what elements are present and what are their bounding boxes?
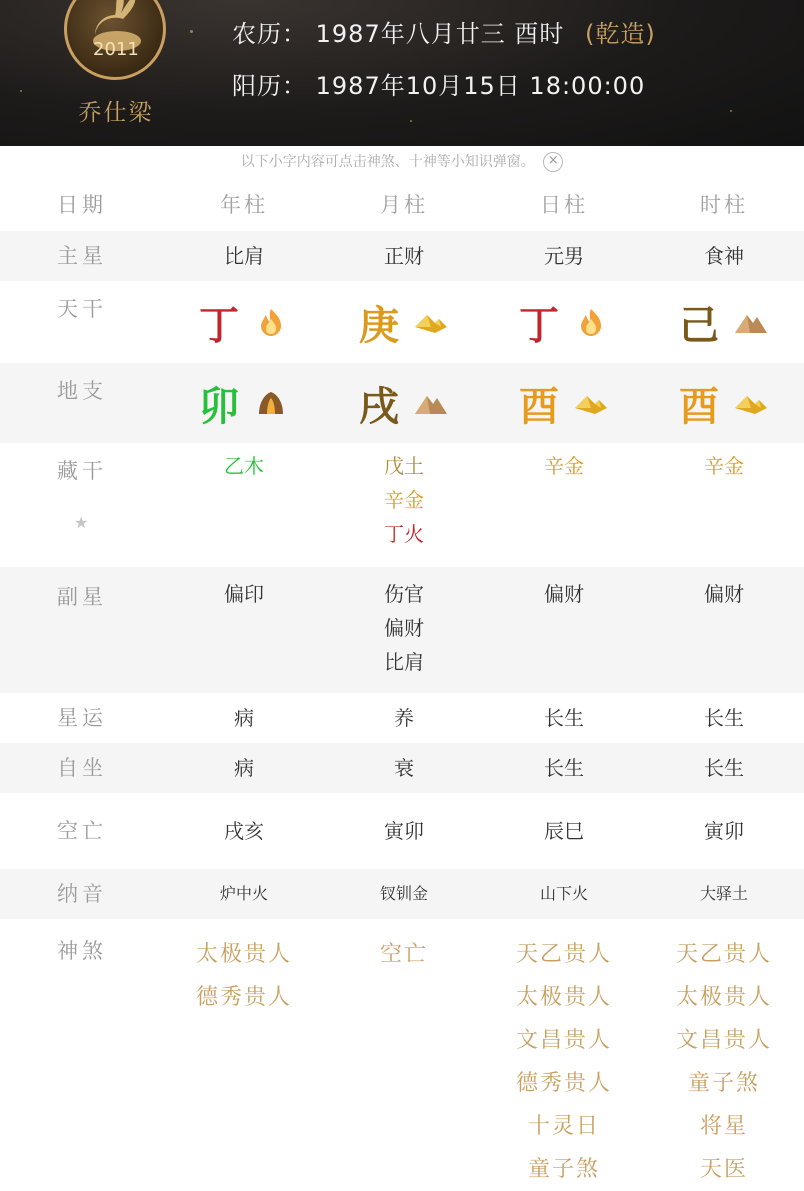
nayin-row (0, 869, 804, 919)
metal-icon (413, 307, 449, 337)
gender-tag: (乾造) (585, 20, 656, 48)
fuxing-item[interactable]: 偏财 (544, 582, 584, 606)
canggan-item[interactable]: 辛金 (544, 454, 584, 478)
canggan-item[interactable]: 戊土 (384, 454, 424, 478)
row-label: 纳音 (57, 882, 107, 906)
metal-icon (573, 388, 609, 418)
shensha-item[interactable]: 文昌贵人 (675, 1028, 772, 1053)
fire-icon (573, 307, 609, 337)
fuxing-cell[interactable] (484, 567, 644, 693)
wood-icon (253, 388, 289, 418)
xingyun-cell[interactable]: 养 (394, 706, 414, 730)
tip-notice (0, 148, 804, 176)
solar-value: 1987年10月15日 18:00:00 (315, 72, 646, 100)
shensha-item[interactable]: 童子煞 (527, 1157, 600, 1182)
nayin-cell[interactable]: 山下火 (539, 884, 588, 903)
pillar-char[interactable]: 酉 (519, 382, 559, 430)
header-hour-pillar: 时柱 (700, 193, 748, 217)
kongwang-cell[interactable]: 辰巳 (544, 819, 584, 843)
shensha-cell (324, 919, 484, 1187)
dizhi-cell[interactable] (324, 363, 484, 443)
metal-icon (733, 388, 769, 418)
canggan-cell[interactable] (324, 443, 484, 567)
pillar-char[interactable]: 酉 (679, 382, 719, 430)
kongwang-cell[interactable]: 戌亥 (224, 819, 264, 843)
shensha-item[interactable]: 天乙贵人 (675, 942, 772, 967)
xingyun-cell[interactable]: 病 (234, 706, 254, 730)
pillar-char[interactable]: 己 (679, 301, 719, 349)
nayin-cell[interactable]: 大驿土 (699, 884, 748, 903)
shensha-item[interactable]: 德秀贵人 (195, 985, 292, 1010)
fuxing-cell[interactable] (324, 567, 484, 693)
shensha-item[interactable]: 文昌贵人 (515, 1028, 612, 1053)
shensha-cell (644, 919, 804, 1187)
canggan-item[interactable]: 丁火 (384, 522, 424, 546)
canggan-item[interactable]: 辛金 (384, 488, 424, 512)
kongwang-row (0, 793, 804, 869)
fire-icon (253, 307, 289, 337)
row-label: 天干 (57, 297, 107, 321)
lunar-date-line (232, 14, 656, 49)
fuxing-item[interactable]: 偏财 (704, 582, 744, 606)
shensha-cell (484, 919, 644, 1187)
fuxing-cell[interactable] (644, 567, 804, 693)
dizhi-cell[interactable] (484, 363, 644, 443)
shensha-item[interactable]: 太极贵人 (675, 985, 772, 1010)
pillar-char[interactable]: 卯 (199, 382, 239, 430)
zizuo-row (0, 743, 804, 793)
row-label: 副星 (57, 585, 107, 609)
shensha-item[interactable]: 天医 (699, 1157, 748, 1182)
main-star-cell[interactable]: 元男 (544, 244, 584, 268)
lunar-label: 农历： (232, 20, 307, 48)
shensha-row (0, 919, 804, 1187)
dizhi-cell[interactable] (164, 363, 324, 443)
nayin-cell[interactable]: 炉中火 (219, 884, 268, 903)
zizuo-cell[interactable]: 长生 (704, 756, 744, 780)
xingyun-row (0, 693, 804, 743)
canggan-item[interactable]: 乙木 (224, 454, 264, 478)
canggan-cell[interactable] (644, 443, 804, 567)
header-year-pillar: 年柱 (220, 193, 268, 217)
kongwang-cell[interactable]: 寅卯 (704, 819, 744, 843)
shensha-item[interactable]: 十灵日 (527, 1114, 600, 1139)
fuxing-cell[interactable] (164, 567, 324, 693)
row-label: 星运 (57, 706, 107, 730)
zodiac-rabbit-avatar[interactable] (64, 0, 166, 80)
pillar-char[interactable]: 庚 (359, 301, 399, 349)
row-label: 藏干 (57, 459, 107, 483)
dizhi-row (0, 363, 804, 443)
pillar-char[interactable]: 丁 (519, 301, 559, 349)
fuxing-item[interactable]: 比肩 (384, 650, 424, 674)
zizuo-cell[interactable]: 衰 (394, 756, 414, 780)
canggan-row (0, 443, 804, 567)
xingyun-cell[interactable]: 长生 (544, 706, 584, 730)
kongwang-cell[interactable]: 寅卯 (384, 819, 424, 843)
shensha-item[interactable]: 德秀贵人 (515, 1071, 612, 1096)
canggan-cell[interactable] (164, 443, 324, 567)
tiangan-row (0, 281, 804, 363)
canggan-cell[interactable] (484, 443, 644, 567)
main-star-row (0, 231, 804, 281)
shensha-item[interactable]: 空亡 (379, 942, 428, 967)
dizhi-cell[interactable] (644, 363, 804, 443)
close-icon[interactable]: × (543, 152, 563, 172)
shensha-item[interactable]: 童子煞 (687, 1071, 760, 1096)
row-label: 空亡 (57, 819, 107, 843)
person-name: 乔仕梁 (78, 100, 154, 126)
zizuo-cell[interactable]: 病 (234, 756, 254, 780)
shensha-item[interactable]: 将星 (699, 1114, 748, 1139)
main-star-cell[interactable]: 比肩 (224, 244, 264, 268)
earth-icon (733, 307, 769, 337)
fuxing-item[interactable]: 偏印 (224, 582, 264, 606)
svg-text:2011: 2011 (93, 39, 139, 60)
star-icon[interactable]: ★ (74, 513, 89, 532)
fuxing-row (0, 567, 804, 693)
header-month-pillar: 月柱 (380, 193, 428, 217)
pillar-char[interactable]: 丁 (199, 301, 239, 349)
solar-label: 阳历： (232, 72, 307, 100)
row-label: 神煞 (57, 939, 107, 963)
tiangan-cell[interactable] (324, 281, 484, 363)
tiangan-cell[interactable] (484, 281, 644, 363)
fuxing-item[interactable]: 偏财 (384, 616, 424, 640)
tiangan-cell[interactable] (644, 281, 804, 363)
shensha-cell (164, 919, 324, 1187)
table-header-row (0, 180, 804, 230)
row-label: 主星 (57, 244, 107, 268)
fuxing-item[interactable]: 伤官 (384, 582, 424, 606)
header-date: 日期 (57, 193, 107, 217)
row-label: 地支 (57, 379, 107, 403)
shensha-item[interactable]: 太极贵人 (515, 985, 612, 1010)
earth-icon (413, 388, 449, 418)
tiangan-cell[interactable] (164, 281, 324, 363)
main-star-cell[interactable]: 食神 (704, 244, 744, 268)
chart-header (0, 0, 804, 146)
canggan-item[interactable]: 辛金 (704, 454, 744, 478)
pillar-char[interactable]: 戌 (359, 382, 399, 430)
lunar-value: 1987年八月廿三 酉时 (315, 20, 565, 48)
shensha-item[interactable]: 天乙贵人 (515, 942, 612, 967)
nayin-cell[interactable]: 钗钏金 (379, 884, 428, 903)
header-day-pillar: 日柱 (540, 193, 588, 217)
row-label: 自坐 (57, 756, 107, 780)
main-star-cell[interactable]: 正财 (384, 244, 424, 268)
tip-text: 以下小字内容可点击神煞、十神等小知识弹窗。 (240, 154, 535, 170)
shensha-item[interactable]: 太极贵人 (195, 942, 292, 967)
zizuo-cell[interactable]: 长生 (544, 756, 584, 780)
xingyun-cell[interactable]: 长生 (704, 706, 744, 730)
solar-date-line (232, 66, 645, 101)
